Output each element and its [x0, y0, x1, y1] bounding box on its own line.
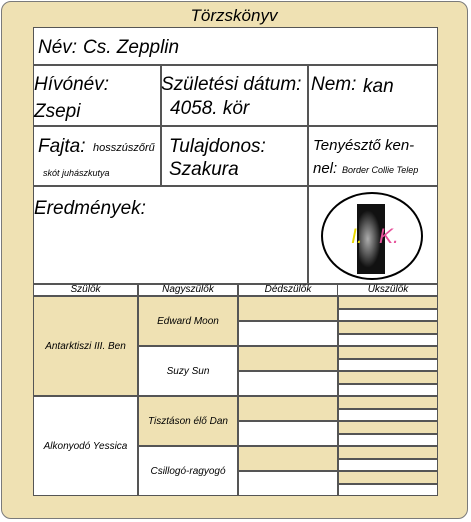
owner-label: Tulajdonos: — [169, 136, 266, 157]
kennel-box — [308, 126, 438, 186]
gg-grandparent-6 — [338, 359, 438, 372]
birth-value: 4058. kör — [170, 98, 250, 119]
great-grandparent-1 — [238, 296, 338, 321]
name-label: Név: — [38, 37, 78, 58]
gg-grandparent-1 — [338, 296, 438, 309]
breed-label: Fajta: — [38, 136, 86, 157]
gg-grandparent-12 — [338, 434, 438, 447]
great-grandparent-8 — [238, 471, 338, 496]
gg-grandparent-15 — [338, 471, 438, 484]
parent-dam: Alkonyodó Yessica — [33, 396, 138, 496]
grandparent-1: Edward Moon — [138, 296, 238, 346]
kennel-label-1: Tenyésztő ken- — [313, 137, 415, 154]
header-great-great-grandparents: Ukszülők — [367, 284, 409, 295]
logo-letter-k: K. — [379, 225, 399, 248]
card-title: Törzskönyv — [190, 6, 278, 25]
gg-grandparent-14 — [338, 459, 438, 472]
great-grandparent-6 — [238, 421, 338, 446]
parent-sire: Antarktiszi III. Ben — [33, 296, 138, 396]
great-grandparent-5 — [238, 396, 338, 421]
kennel-label-2: nel: — [313, 160, 338, 177]
header-grandparents: Nagyszülők — [162, 284, 214, 295]
grandparent-2: Suzy Sun — [138, 346, 238, 396]
birth-label: Születési dátum: — [161, 74, 302, 95]
gg-grandparent-5 — [338, 346, 438, 359]
name-value: Cs. Zepplin — [83, 37, 180, 58]
gg-grandparent-2 — [338, 309, 438, 322]
kennel-value: Border Collie Telep — [342, 165, 419, 175]
header-parents: Szülők — [70, 284, 101, 295]
logo-letter-i: I. — [351, 225, 363, 248]
breed-value-2: skót juhászkutya — [43, 168, 110, 178]
gg-grandparent-13 — [338, 446, 438, 459]
gg-grandparent-3 — [338, 321, 438, 334]
callname-label: Hívónév: — [34, 74, 109, 95]
breed-value-1: hosszúszőrű — [93, 142, 155, 154]
gg-grandparent-9 — [338, 396, 438, 409]
gg-grandparent-8 — [338, 384, 438, 397]
gg-grandparent-11 — [338, 421, 438, 434]
callname-value: Zsepi — [34, 101, 81, 122]
owner-value: Szakura — [169, 159, 239, 180]
results-label: Eredmények: — [34, 198, 146, 219]
grandparent-4: Csillogó-ragyogó — [138, 446, 238, 496]
sex-value: kan — [363, 76, 394, 97]
great-grandparent-3 — [238, 346, 338, 371]
grandparent-3: Tisztáson élő Dan — [138, 396, 238, 446]
gg-grandparent-4 — [338, 334, 438, 347]
great-grandparent-2 — [238, 321, 338, 346]
gg-grandparent-10 — [338, 409, 438, 422]
great-grandparent-4 — [238, 371, 338, 396]
gg-grandparent-16 — [338, 484, 438, 497]
sex-label: Nem: — [311, 74, 357, 95]
header-great-grandparents: Dédszülők — [264, 284, 312, 295]
gg-grandparent-7 — [338, 371, 438, 384]
great-grandparent-7 — [238, 446, 338, 471]
